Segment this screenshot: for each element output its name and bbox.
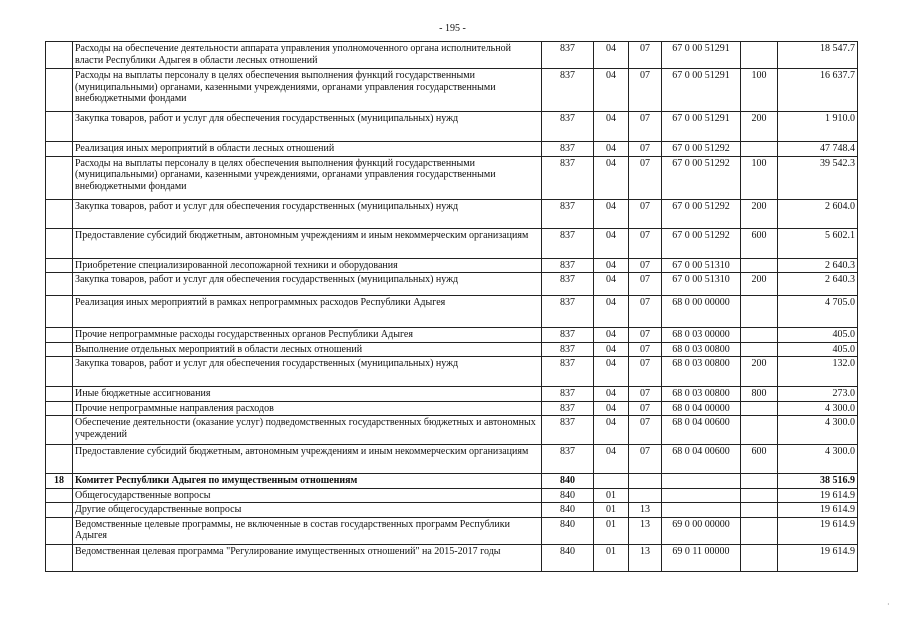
- amount-cell: 132.0: [778, 357, 858, 387]
- target-article-cell: 67 0 00 51291: [662, 42, 741, 69]
- row-number-cell: [46, 544, 73, 571]
- expense-type-cell: 200: [741, 112, 778, 142]
- grbs-code-cell: 840: [542, 474, 594, 489]
- row-number-cell: [46, 387, 73, 402]
- section-code-cell: 04: [594, 156, 629, 199]
- section-code-cell: 04: [594, 142, 629, 157]
- expense-type-cell: [741, 142, 778, 157]
- row-name-cell: Предоставление субсидий бюджетным, автономным учреждениям и иным некоммерческим организациям: [73, 228, 542, 258]
- grbs-code-cell: 837: [542, 296, 594, 328]
- row-number-cell: [46, 69, 73, 112]
- expense-type-cell: [741, 328, 778, 343]
- row-name-cell: Иные бюджетные ассигнования: [73, 387, 542, 402]
- section-code-cell: 04: [594, 228, 629, 258]
- amount-cell: 39 542.3: [778, 156, 858, 199]
- section-code-cell: 04: [594, 357, 629, 387]
- amount-cell: 405.0: [778, 342, 858, 357]
- row-number-cell: [46, 258, 73, 273]
- target-article-cell: 67 0 00 51292: [662, 228, 741, 258]
- target-article-cell: 67 0 00 51310: [662, 273, 741, 296]
- subsection-code-cell: 07: [629, 156, 662, 199]
- target-article-cell: [662, 474, 741, 489]
- table-row: [46, 387, 858, 402]
- target-article-cell: 68 0 03 00800: [662, 342, 741, 357]
- table-row: [46, 112, 858, 142]
- grbs-code-cell: 837: [542, 42, 594, 69]
- amount-cell: 273.0: [778, 387, 858, 402]
- target-article-cell: 67 0 00 51310: [662, 258, 741, 273]
- row-number-cell: [46, 503, 73, 518]
- grbs-code-cell: 837: [542, 112, 594, 142]
- table-row: [46, 42, 858, 69]
- subsection-code-cell: 07: [629, 69, 662, 112]
- amount-cell: 38 516.9: [778, 474, 858, 489]
- expense-type-cell: [741, 488, 778, 503]
- subsection-code-cell: 07: [629, 258, 662, 273]
- subsection-code-cell: 07: [629, 387, 662, 402]
- table-row: [46, 544, 858, 571]
- grbs-code-cell: 837: [542, 258, 594, 273]
- row-name-cell: Расходы на выплаты персоналу в целях обеспечения выполнения функций государственными (муниципальными) органами, казенными учреждениями, органами управления государственными внебюджетными фондами: [73, 156, 542, 199]
- row-name-cell: Реализация иных мероприятий в рамках непрограммных расходов Республики Адыгея: [73, 296, 542, 328]
- amount-cell: 2 640.3: [778, 258, 858, 273]
- target-article-cell: 69 0 00 00000: [662, 517, 741, 544]
- grbs-code-cell: 837: [542, 357, 594, 387]
- row-name-cell: Прочие непрограммные направления расходов: [73, 401, 542, 416]
- subsection-code-cell: 07: [629, 357, 662, 387]
- subsection-code-cell: [629, 488, 662, 503]
- table-row: [46, 142, 858, 157]
- row-number-cell: [46, 112, 73, 142]
- row-number-cell: [46, 416, 73, 445]
- row-name-cell: Расходы на выплаты персоналу в целях обеспечения выполнения функций государственными (муниципальными) органами, казенными учреждениями, органами управления государственными внебюджетными фондами: [73, 69, 542, 112]
- budget-table: [45, 41, 858, 572]
- section-code-cell: 04: [594, 387, 629, 402]
- row-name-cell: Приобретение специализированной лесопожарной техники и оборудования: [73, 258, 542, 273]
- row-number-cell: [46, 156, 73, 199]
- row-number-cell: [46, 357, 73, 387]
- subsection-code-cell: 07: [629, 296, 662, 328]
- grbs-code-cell: 837: [542, 328, 594, 343]
- row-number-cell: 18: [46, 474, 73, 489]
- row-number-cell: [46, 488, 73, 503]
- section-code-cell: 04: [594, 328, 629, 343]
- row-number-cell: [46, 142, 73, 157]
- expense-type-cell: [741, 503, 778, 518]
- amount-cell: 2 604.0: [778, 199, 858, 228]
- row-number-cell: [46, 42, 73, 69]
- subsection-code-cell: 07: [629, 228, 662, 258]
- grbs-code-cell: 837: [542, 199, 594, 228]
- grbs-code-cell: 840: [542, 488, 594, 503]
- section-code-cell: 04: [594, 258, 629, 273]
- amount-cell: 405.0: [778, 328, 858, 343]
- expense-type-cell: [741, 416, 778, 445]
- row-name-cell: Ведомственная целевая программа "Регулирование имущественных отношений" на 2015-2017 годы: [73, 544, 542, 571]
- expense-type-cell: 600: [741, 445, 778, 474]
- target-article-cell: 68 0 04 00600: [662, 416, 741, 445]
- expense-type-cell: [741, 342, 778, 357]
- row-name-cell: Расходы на обеспечение деятельности аппарата управления уполномоченного органа исполнительной власти Республики Адыгея в области лесных отношений: [73, 42, 542, 69]
- expense-type-cell: 100: [741, 156, 778, 199]
- section-code-cell: 04: [594, 416, 629, 445]
- subsection-code-cell: 07: [629, 328, 662, 343]
- expense-type-cell: [741, 544, 778, 571]
- row-name-cell: Ведомственные целевые программы, не включенные в состав государственных программ Республики Адыгея: [73, 517, 542, 544]
- grbs-code-cell: 837: [542, 69, 594, 112]
- grbs-code-cell: 837: [542, 445, 594, 474]
- amount-cell: 1 910.0: [778, 112, 858, 142]
- table-row: [46, 258, 858, 273]
- subsection-code-cell: 07: [629, 142, 662, 157]
- grbs-code-cell: 837: [542, 228, 594, 258]
- table-row: [46, 416, 858, 445]
- target-article-cell: 67 0 00 51292: [662, 156, 741, 199]
- row-name-cell: Обеспечение деятельности (оказание услуг) подведомственных государственных бюджетных и автономных учреждений: [73, 416, 542, 445]
- section-code-cell: 04: [594, 42, 629, 69]
- subsection-code-cell: 07: [629, 445, 662, 474]
- row-name-cell: Закупка товаров, работ и услуг для обеспечения государственных (муниципальных) нужд: [73, 273, 542, 296]
- subsection-code-cell: 13: [629, 503, 662, 518]
- section-code-cell: 04: [594, 342, 629, 357]
- expense-type-cell: 200: [741, 273, 778, 296]
- grbs-code-cell: 837: [542, 342, 594, 357]
- amount-cell: 19 614.9: [778, 517, 858, 544]
- table-row: [46, 296, 858, 328]
- row-name-cell: Реализация иных мероприятий в области лесных отношений: [73, 142, 542, 157]
- section-code-cell: 01: [594, 544, 629, 571]
- table-row: [46, 342, 858, 357]
- row-name-cell: Другие общегосударственные вопросы: [73, 503, 542, 518]
- amount-cell: 5 602.1: [778, 228, 858, 258]
- expense-type-cell: 600: [741, 228, 778, 258]
- target-article-cell: 67 0 00 51292: [662, 142, 741, 157]
- expense-type-cell: [741, 258, 778, 273]
- section-code-cell: [594, 474, 629, 489]
- target-article-cell: 67 0 00 51291: [662, 69, 741, 112]
- expense-type-cell: [741, 474, 778, 489]
- grbs-code-cell: 840: [542, 544, 594, 571]
- grbs-code-cell: 840: [542, 517, 594, 544]
- subsection-code-cell: 07: [629, 112, 662, 142]
- table-row: [46, 474, 858, 489]
- grbs-code-cell: 840: [542, 503, 594, 518]
- table-row: [46, 357, 858, 387]
- grbs-code-cell: 837: [542, 401, 594, 416]
- section-code-cell: 01: [594, 503, 629, 518]
- subsection-code-cell: 13: [629, 544, 662, 571]
- grbs-code-cell: 837: [542, 416, 594, 445]
- subsection-code-cell: 07: [629, 199, 662, 228]
- row-number-cell: [46, 228, 73, 258]
- grbs-code-cell: 837: [542, 142, 594, 157]
- row-name-cell: Выполнение отдельных мероприятий в области лесных отношений: [73, 342, 542, 357]
- row-name-cell: Закупка товаров, работ и услуг для обеспечения государственных (муниципальных) нужд: [73, 199, 542, 228]
- row-name-cell: Закупка товаров, работ и услуг для обеспечения государственных (муниципальных) нужд: [73, 357, 542, 387]
- section-code-cell: 04: [594, 69, 629, 112]
- table-row: [46, 228, 858, 258]
- amount-cell: 47 748.4: [778, 142, 858, 157]
- row-number-cell: [46, 517, 73, 544]
- section-code-cell: 04: [594, 199, 629, 228]
- subsection-code-cell: 07: [629, 42, 662, 69]
- row-number-cell: [46, 199, 73, 228]
- target-article-cell: 67 0 00 51291: [662, 112, 741, 142]
- expense-type-cell: 100: [741, 69, 778, 112]
- target-article-cell: 68 0 03 00800: [662, 387, 741, 402]
- row-number-cell: [46, 401, 73, 416]
- section-code-cell: 01: [594, 517, 629, 544]
- table-row: [46, 273, 858, 296]
- subsection-code-cell: [629, 474, 662, 489]
- page-number: - 195 -: [439, 23, 466, 34]
- row-number-cell: [46, 328, 73, 343]
- row-number-cell: [46, 296, 73, 328]
- table-row: [46, 69, 858, 112]
- row-name-cell: Закупка товаров, работ и услуг для обеспечения государственных (муниципальных) нужд: [73, 112, 542, 142]
- table-row: [46, 328, 858, 343]
- section-code-cell: 04: [594, 445, 629, 474]
- amount-cell: 4 300.0: [778, 416, 858, 445]
- row-number-cell: [46, 273, 73, 296]
- table-row: [46, 199, 858, 228]
- row-number-cell: [46, 445, 73, 474]
- amount-cell: 4 300.0: [778, 401, 858, 416]
- table-row: [46, 156, 858, 199]
- subsection-code-cell: 13: [629, 517, 662, 544]
- target-article-cell: [662, 488, 741, 503]
- amount-cell: 2 640.3: [778, 273, 858, 296]
- section-code-cell: 04: [594, 401, 629, 416]
- row-name-cell: Общегосударственные вопросы: [73, 488, 542, 503]
- section-code-cell: 01: [594, 488, 629, 503]
- grbs-code-cell: 837: [542, 387, 594, 402]
- table-row: [46, 503, 858, 518]
- section-code-cell: 04: [594, 296, 629, 328]
- expense-type-cell: 200: [741, 357, 778, 387]
- target-article-cell: 68 0 04 00000: [662, 401, 741, 416]
- amount-cell: 19 614.9: [778, 544, 858, 571]
- target-article-cell: 68 0 00 00000: [662, 296, 741, 328]
- expense-type-cell: [741, 296, 778, 328]
- table-row: [46, 488, 858, 503]
- subsection-code-cell: 07: [629, 342, 662, 357]
- amount-cell: 18 547.7: [778, 42, 858, 69]
- grbs-code-cell: 837: [542, 273, 594, 296]
- expense-type-cell: 200: [741, 199, 778, 228]
- grbs-code-cell: 837: [542, 156, 594, 199]
- target-article-cell: 68 0 03 00000: [662, 328, 741, 343]
- expense-type-cell: [741, 401, 778, 416]
- scan-speck: ·: [887, 600, 890, 609]
- target-article-cell: 68 0 04 00600: [662, 445, 741, 474]
- subsection-code-cell: 07: [629, 401, 662, 416]
- amount-cell: 4 705.0: [778, 296, 858, 328]
- row-name-cell: Комитет Республики Адыгея по имущественным отношениям: [73, 474, 542, 489]
- section-code-cell: 04: [594, 112, 629, 142]
- amount-cell: 19 614.9: [778, 503, 858, 518]
- target-article-cell: 67 0 00 51292: [662, 199, 741, 228]
- amount-cell: 19 614.9: [778, 488, 858, 503]
- target-article-cell: 69 0 11 00000: [662, 544, 741, 571]
- table-row: [46, 401, 858, 416]
- row-name-cell: Предоставление субсидий бюджетным, автономным учреждениям и иным некоммерческим организациям: [73, 445, 542, 474]
- row-name-cell: Прочие непрограммные расходы государственных органов Республики Адыгея: [73, 328, 542, 343]
- target-article-cell: 68 0 03 00800: [662, 357, 741, 387]
- amount-cell: 4 300.0: [778, 445, 858, 474]
- subsection-code-cell: 07: [629, 273, 662, 296]
- expense-type-cell: [741, 42, 778, 69]
- target-article-cell: [662, 503, 741, 518]
- expense-type-cell: [741, 517, 778, 544]
- amount-cell: 16 637.7: [778, 69, 858, 112]
- subsection-code-cell: 07: [629, 416, 662, 445]
- table-row: [46, 517, 858, 544]
- section-code-cell: 04: [594, 273, 629, 296]
- row-number-cell: [46, 342, 73, 357]
- expense-type-cell: 800: [741, 387, 778, 402]
- table-row: [46, 445, 858, 474]
